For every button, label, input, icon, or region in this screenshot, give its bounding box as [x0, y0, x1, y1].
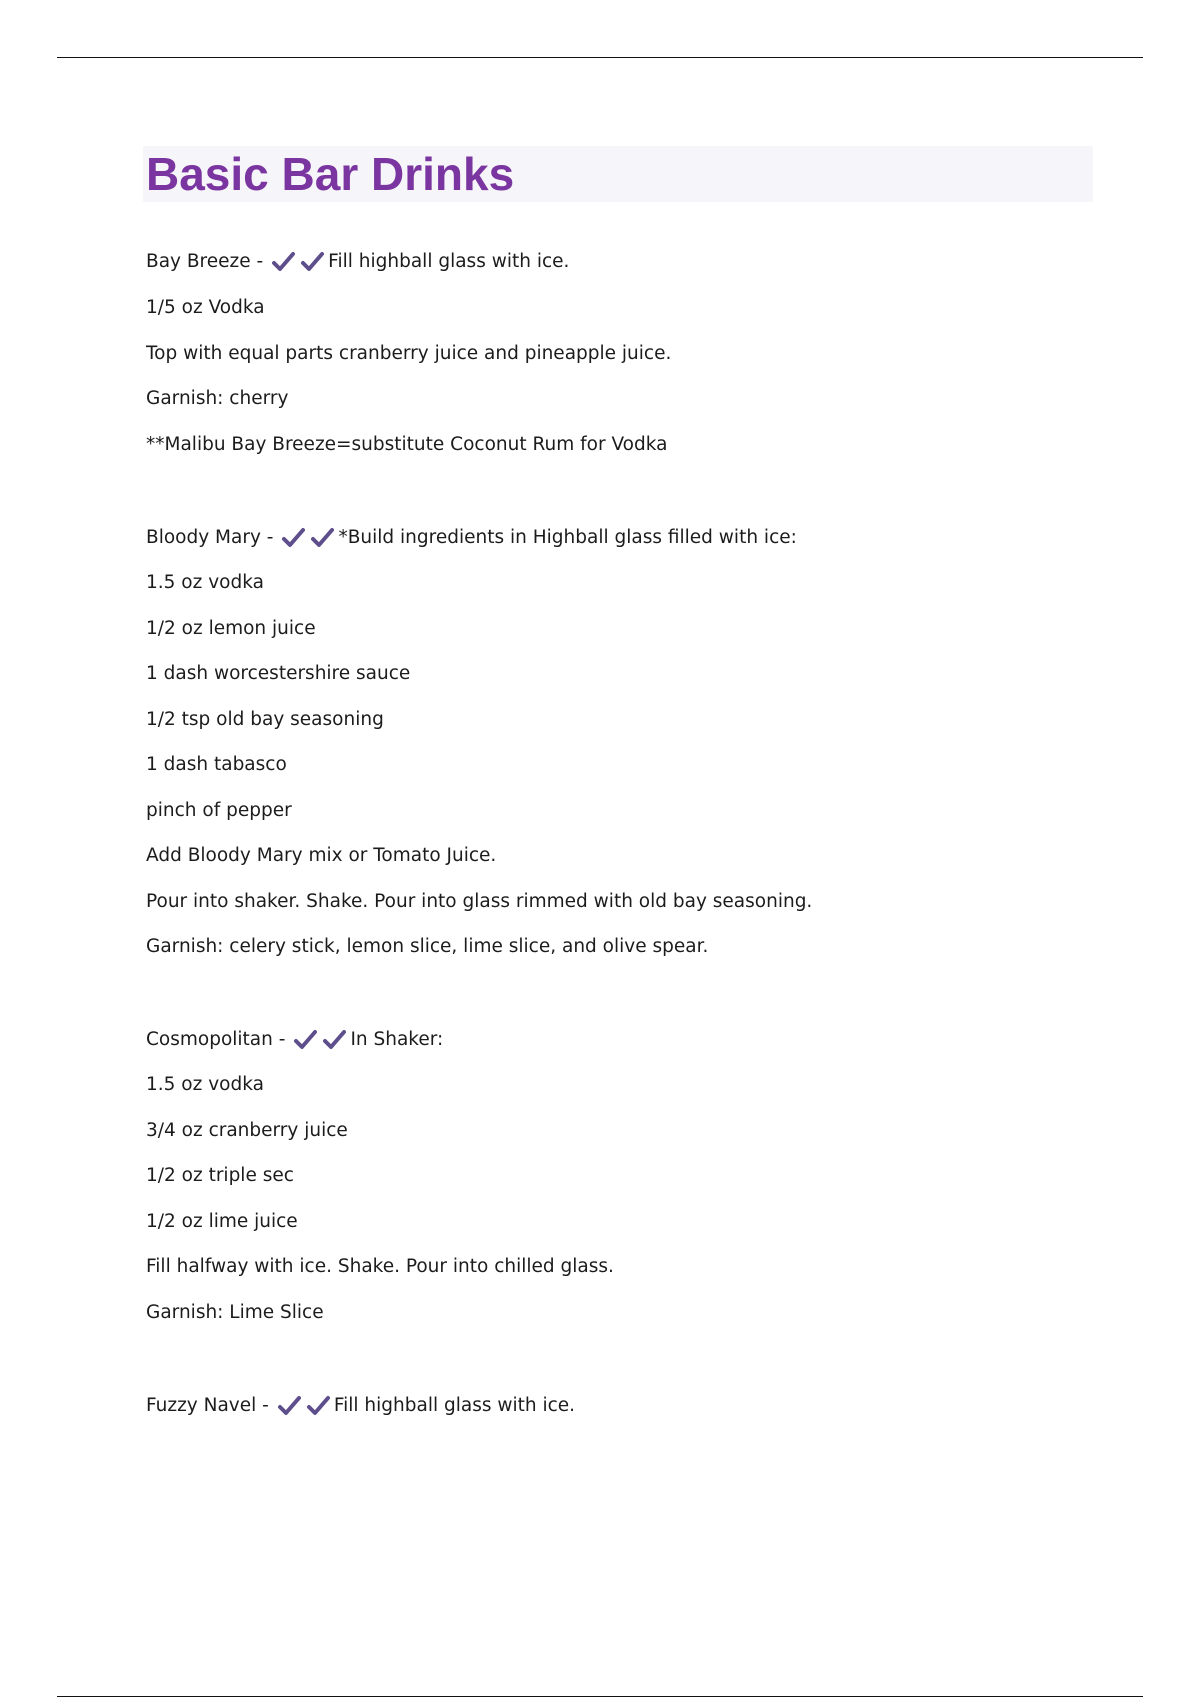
recipe-line: Top with equal parts cranberry juice and pineapple juice.: [146, 343, 672, 364]
recipe-line: 1/5 oz Vodka: [146, 297, 265, 318]
recipe-line: Garnish: cherry: [146, 388, 289, 409]
recipe-line: 1/2 tsp old bay seasoning: [146, 709, 384, 730]
recipe-line: 1/2 oz lime juice: [146, 1211, 298, 1232]
recipe-line: Garnish: Lime Slice: [146, 1302, 324, 1323]
check-mark-icon: [310, 526, 334, 550]
recipe-heading-bloody-mary: [146, 526, 797, 550]
recipe-heading-cosmopolitan: [146, 1028, 443, 1052]
recipe-name: Bloody Mary -: [146, 527, 274, 548]
bottom-rule: [57, 1696, 1143, 1697]
recipe-line: **Malibu Bay Breeze=substitute Coconut Rum for Vodka: [146, 434, 668, 455]
check-marks: [281, 526, 334, 550]
check-mark-icon: [322, 1028, 346, 1052]
recipe-line: 1/2 oz lemon juice: [146, 618, 316, 639]
recipe-heading-fuzzy-navel: [146, 1394, 575, 1418]
recipe-line: Garnish: celery stick, lemon slice, lime slice, and olive spear.: [146, 936, 709, 957]
recipe-line: 1/2 oz triple sec: [146, 1165, 294, 1186]
recipe-line: Fill halfway with ice. Shake. Pour into chilled glass.: [146, 1256, 614, 1277]
recipe-instruction: *Build ingredients in Highball glass filled with ice:: [338, 527, 797, 548]
check-marks: [271, 250, 324, 274]
recipe-line: 1 dash worcestershire sauce: [146, 663, 411, 684]
check-marks: [277, 1394, 330, 1418]
top-rule: [57, 57, 1143, 58]
recipe-instruction: Fill highball glass with ice.: [333, 1395, 576, 1416]
recipe-line: Add Bloody Mary mix or Tomato Juice.: [146, 845, 497, 866]
check-mark-icon: [300, 250, 324, 274]
page-title: Basic Bar Drinks: [146, 148, 515, 200]
check-mark-icon: [306, 1394, 330, 1418]
recipe-line: 1.5 oz vodka: [146, 572, 264, 593]
check-mark-icon: [271, 250, 295, 274]
recipe-line: 1 dash tabasco: [146, 754, 287, 775]
recipe-name: Fuzzy Navel -: [146, 1395, 269, 1416]
recipe-name: Bay Breeze -: [146, 251, 264, 272]
recipe-heading-bay-breeze: [146, 250, 569, 274]
check-marks: [293, 1028, 346, 1052]
recipe-line: pinch of pepper: [146, 800, 292, 821]
recipe-line: 1.5 oz vodka: [146, 1074, 264, 1095]
check-mark-icon: [277, 1394, 301, 1418]
check-mark-icon: [293, 1028, 317, 1052]
recipe-name: Cosmopolitan -: [146, 1029, 286, 1050]
recipe-line: 3/4 oz cranberry juice: [146, 1120, 348, 1141]
recipe-instruction: In Shaker:: [350, 1029, 444, 1050]
check-mark-icon: [281, 526, 305, 550]
recipe-instruction: Fill highball glass with ice.: [328, 251, 570, 272]
recipe-line: Pour into shaker. Shake. Pour into glass rimmed with old bay seasoning.: [146, 891, 813, 912]
